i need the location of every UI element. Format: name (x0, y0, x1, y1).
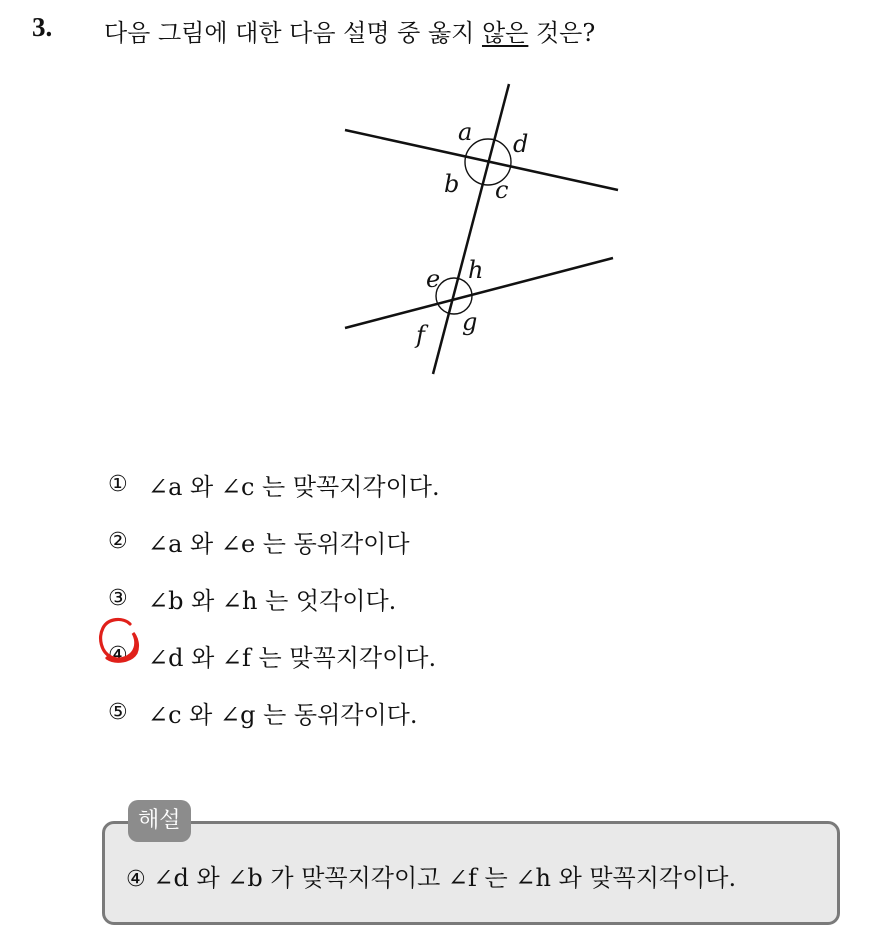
choice-text: ∠a 와 ∠c 는 맞꼭지각이다. (148, 473, 440, 501)
question-text-underlined: 않은 (481, 19, 529, 47)
choice-number: ③ (108, 586, 128, 611)
choice-text: ∠d 와 ∠f 는 맞꼭지각이다. (148, 644, 437, 672)
label-h: h (468, 256, 484, 284)
choice-text: ∠a 와 ∠e 는 동위각이다 (148, 530, 410, 558)
choice-number: ④ (108, 643, 128, 668)
choice-3[interactable] (108, 570, 440, 627)
choice-number: ⑤ (108, 700, 128, 725)
choice-text: ∠b 와 ∠h 는 엇각이다. (148, 587, 397, 615)
choice-number: ② (108, 529, 128, 554)
question-number: 3. (32, 12, 53, 42)
label-a: a (458, 118, 473, 146)
choice-5[interactable] (108, 684, 440, 741)
label-e: e (426, 265, 441, 293)
question-text (104, 13, 595, 48)
question-text-after: 것은? (528, 19, 596, 47)
angle-figure (330, 78, 630, 378)
choice-4[interactable] (108, 627, 440, 684)
explanation-tag: 해설 (128, 800, 191, 842)
choice-list (108, 456, 440, 741)
label-f: f (416, 321, 425, 349)
label-g: g (462, 308, 478, 336)
question-text-before: 다음 그림에 대한 다음 설명 중 옳지 (104, 19, 482, 47)
label-b: b (444, 170, 460, 198)
choice-text: ∠c 와 ∠g 는 동위각이다. (148, 701, 418, 729)
explanation-text (126, 858, 736, 893)
label-c: c (495, 176, 509, 204)
choice-1[interactable] (108, 456, 440, 513)
explanation-number: ④ (126, 867, 146, 892)
choice-number: ① (108, 472, 128, 497)
explanation-body: ∠d 와 ∠b 가 맞꼭지각이고 ∠f 는 ∠h 와 맞꼭지각이다. (153, 864, 737, 892)
upper-line (345, 130, 618, 190)
choice-2[interactable] (108, 513, 440, 570)
label-d: d (513, 130, 529, 158)
answer-circle-mark (96, 614, 140, 664)
